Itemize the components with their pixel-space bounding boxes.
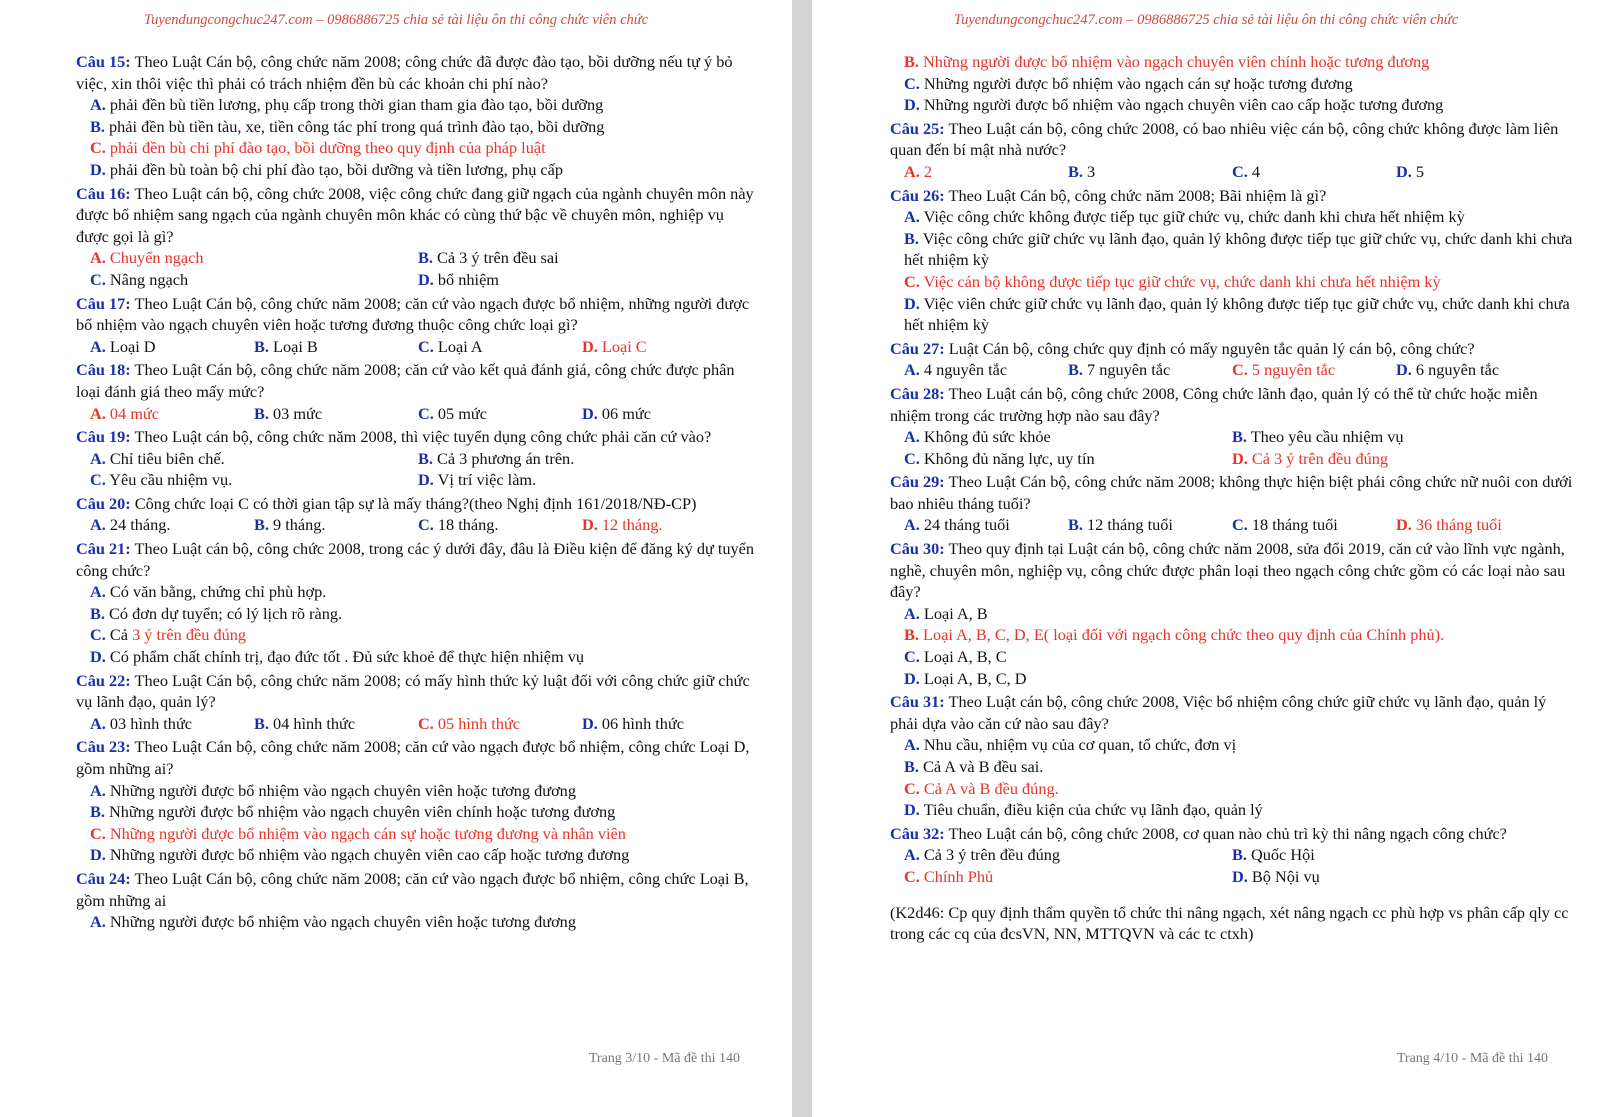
option-18b: B. 03 mức bbox=[254, 403, 323, 423]
option-30d: D. Loại A, B, C, D bbox=[904, 668, 1027, 688]
option-15a: A. phải đền bù tiền lương, phụ cấp trong thời gian tham gia đào tạo, bồi dưỡng bbox=[90, 95, 604, 115]
option-21c-correct: C. Cả 3 ý trên đều đúng bbox=[90, 625, 247, 645]
option-31b: B. Cả A và B đều sai. bbox=[904, 757, 1044, 776]
option-29c: C. 18 tháng tuổi bbox=[1232, 515, 1338, 535]
options-22 bbox=[76, 713, 756, 735]
option-32b: B. Quốc Hội bbox=[1232, 845, 1315, 865]
question-21: Câu 21: Theo Luật cán bộ, công chức 2008, trong các ý dưới đây, đâu là Điều kiện để đăng ký dự tuyển công chức? bbox=[76, 539, 755, 580]
options-17 bbox=[76, 336, 756, 358]
option-28a: A. Không đủ sức khỏe bbox=[904, 427, 1051, 447]
option-15c-correct: C. phải đền bù chi phí đào tạo, bồi dưỡng theo quy định của pháp luật bbox=[90, 138, 546, 158]
option-24d: D. Những người được bổ nhiệm vào ngạch chuyên viên cao cấp hoặc tương đương bbox=[904, 95, 1444, 115]
option-15d: D. phải đền bù toàn bộ chi phí đào tạo, bồi dưỡng và tiền lương, phụ cấp bbox=[90, 159, 564, 179]
question-17: Câu 17: Theo Luật Cán bộ, công chức năm 2008; căn cứ vào ngạch được bổ nhiệm, những người được bổ nhiệm vào ngạch chuyên viên hoặc tương đương thuộc công chức loại gì? bbox=[76, 293, 750, 335]
option-31a: A. Nhu cầu, nhiệm vụ của cơ quan, tổ chức, đơn vị bbox=[904, 735, 1237, 755]
option-28d-correct: D. Cả 3 ý trên đều đúng bbox=[1232, 448, 1389, 468]
option-17d-correct: D. Loại C bbox=[582, 336, 647, 356]
option-18a-correct: A. 04 mức bbox=[90, 403, 159, 423]
options-25 bbox=[890, 161, 1576, 183]
options-20 bbox=[76, 514, 756, 536]
option-27c-correct: C. 5 nguyên tắc bbox=[1232, 360, 1336, 380]
option-29a: A. 24 tháng tuổi bbox=[904, 515, 1010, 535]
option-22c-correct: C. 05 hình thức bbox=[418, 713, 520, 733]
question-18: Câu 18: Theo Luật Cán bộ, công chức năm 2008; căn cứ vào kết quả đánh giá, công chức được phân loại đánh giá theo mấy mức? bbox=[76, 360, 735, 401]
option-16d: D. bổ nhiệm bbox=[418, 269, 499, 289]
option-17b: B. Loại B bbox=[254, 336, 318, 356]
options-29 bbox=[890, 514, 1576, 536]
option-26c-correct: C. Việc cán bộ không được tiếp tục giữ chức vụ, chức danh khi chưa hết nhiệm kỳ bbox=[904, 271, 1441, 291]
question-28: Câu 28: Theo Luật cán bộ, công chức 2008, Công chức lãnh đạo, quản lý có thể từ chức hoặc miễn nhiệm trong các trường hợp nào sau đây? bbox=[890, 383, 1538, 425]
options-28 bbox=[890, 426, 1576, 469]
page-4-content bbox=[890, 51, 1576, 945]
option-30a: A. Loại A, B bbox=[904, 603, 988, 623]
question-29: Câu 29: Theo Luật Cán bộ, công chức năm 2008; không thực hiện biệt phái công chức nữ nuôi con dưới bao nhiêu tháng tuổi? bbox=[890, 472, 1573, 513]
option-22d: D. 06 hình thức bbox=[582, 713, 684, 733]
option-24a: A. Những người được bổ nhiệm vào ngạch chuyên viên hoặc tương đương bbox=[90, 912, 576, 932]
page-gap bbox=[792, 0, 812, 1117]
option-32a: A. Cả 3 ý trên đều đúng bbox=[904, 845, 1061, 865]
option-27a: A. 4 nguyên tắc bbox=[904, 360, 1008, 380]
question-25: Câu 25: Theo Luật cán bộ, công chức 2008, có bao nhiêu việc cán bộ, công chức không được làm liên quan đến bí mật nhà nước? bbox=[890, 118, 1559, 160]
option-19d: D. Vị trí việc làm. bbox=[418, 470, 537, 490]
option-19c: C. Yêu cầu nhiệm vụ. bbox=[90, 470, 233, 490]
option-20c: C. 18 tháng. bbox=[418, 515, 499, 535]
option-23d: D. Những người được bổ nhiệm vào ngạch chuyên viên cao cấp hoặc tương đương bbox=[90, 845, 630, 865]
option-25b: B. 3 bbox=[1068, 161, 1096, 181]
options-18 bbox=[76, 403, 756, 425]
question-32: Câu 32: Theo Luật cán bộ, công chức 2008, cơ quan nào chủ trì kỳ thi nâng ngạch công chức? bbox=[890, 823, 1507, 843]
option-18d: D. 06 mức bbox=[582, 403, 651, 423]
option-20a: A. 24 tháng. bbox=[90, 515, 171, 535]
option-21a: A. Có văn bằng, chứng chỉ phù hợp. bbox=[90, 582, 327, 602]
option-28c: C. Không đủ năng lực, uy tín bbox=[904, 448, 1095, 468]
note-k2d46: (K2d46: Cp quy định thẩm quyền tổ chức thi nâng ngạch, xét nâng ngạch cc phù hợp vs phân cấp qly cc trong các cq của đcsVN, NN, MTTQVN và các tc ctxh) bbox=[890, 902, 1569, 944]
question-15: Câu 15: Theo Luật Cán bộ, công chức năm 2008; công chức đã được đào tạo, bồi dưỡng nếu tự ý bỏ việc, xin thôi việc thì phải có trách nhiệm đền bù các khoản chi phí nào? bbox=[76, 52, 733, 93]
option-16a-correct: A. Chuyển ngạch bbox=[90, 248, 204, 268]
option-30c: C. Loại A, B, C bbox=[904, 647, 1007, 667]
question-23: Câu 23: Theo Luật Cán bộ, công chức năm 2008; căn cứ vào ngạch được bổ nhiệm, công chức Loại D, gồm những ai? bbox=[76, 737, 750, 778]
option-20b: B. 9 tháng. bbox=[254, 515, 326, 535]
option-19b: B. Cả 3 phương án trên. bbox=[418, 448, 575, 468]
question-24: Câu 24: Theo Luật Cán bộ, công chức năm 2008; căn cứ vào ngạch được bổ nhiệm, công chức Loại B, gồm những ai bbox=[76, 868, 749, 910]
page-3 bbox=[0, 0, 792, 1117]
options-16 bbox=[76, 247, 756, 290]
option-21b: B. Có đơn dự tuyển; có lý lịch rõ ràng. bbox=[90, 603, 343, 623]
option-16b: B. Cả 3 ý trên đều sai bbox=[418, 248, 559, 268]
option-24b-correct: B. Những người được bổ nhiệm vào ngạch chuyên viên chính hoặc tương đương bbox=[904, 52, 1430, 71]
option-25d: D. 5 bbox=[1396, 161, 1425, 181]
option-23c-correct: C. Những người được bổ nhiệm vào ngạch cán sự hoặc tương đương và nhân viên bbox=[90, 823, 626, 843]
option-26a: A. Việc công chức không được tiếp tục giữ chức vụ, chức danh khi chưa hết nhiệm kỳ bbox=[904, 207, 1465, 227]
option-25c: C. 4 bbox=[1232, 161, 1261, 181]
page-footer: Trang 3/10 - Mã đề thi 140 bbox=[588, 1051, 740, 1066]
question-22: Câu 22: Theo Luật Cán bộ, công chức năm 2008; có mấy hình thức kỷ luật đối với công chức giữ chức vụ lãnh đạo, quản lý? bbox=[76, 670, 750, 712]
option-18c: C. 05 mức bbox=[418, 403, 487, 423]
question-30: Câu 30: Theo quy định tại Luật cán bộ, công chức năm 2008, sửa đổi 2019, căn cứ vào lĩnh vực ngành, nghề, chuyên môn, nghiệp vụ, công chức được phân loại theo ngạch công chức gồm có các loại nào sau đây? bbox=[890, 539, 1566, 602]
options-32 bbox=[890, 844, 1576, 887]
option-19a: A. Chỉ tiêu biên chế. bbox=[90, 448, 225, 468]
question-16: Câu 16: Theo Luật cán bộ, công chức 2008, việc công chức đang giữ ngạch của ngành chuyên môn này được bổ nhiệm sang ngạch của ngành chuyên môn khác có cùng thứ bậc về chuyên môn, nghiệp vụ được gọi là gì? bbox=[76, 183, 754, 246]
option-26b: B. Việc công chức giữ chức vụ lãnh đạo, quản lý không được tiếp tục giữ chức vụ, chức danh khi chưa hết nhiệm kỳ bbox=[904, 228, 1573, 270]
option-17c: C. Loại A bbox=[418, 336, 483, 356]
option-23a: A. Những người được bổ nhiệm vào ngạch chuyên viên hoặc tương đương bbox=[90, 780, 576, 800]
page-header: Tuyendungcongchuc247.com – 0986886725 chia sẻ tài liệu ôn thi công chức viên chức bbox=[143, 12, 649, 28]
page-3-content bbox=[76, 51, 756, 933]
option-20d-correct: D. 12 tháng. bbox=[582, 515, 663, 535]
option-22b: B. 04 hình thức bbox=[254, 713, 356, 733]
question-27: Câu 27: Luật Cán bộ, công chức quy định có mấy nguyên tắc quản lý cán bộ, công chức? bbox=[890, 338, 1475, 358]
option-25a-correct: A. 2 bbox=[904, 161, 933, 181]
page-footer: Trang 4/10 - Mã đề thi 140 bbox=[1396, 1051, 1548, 1066]
option-32d: D. Bộ Nội vụ bbox=[1232, 866, 1320, 886]
options-27 bbox=[890, 359, 1576, 381]
option-29d-correct: D. 36 tháng tuổi bbox=[1396, 515, 1502, 535]
question-31: Câu 31: Theo Luật cán bộ, công chức 2008, Việc bổ nhiệm công chức giữ chức vụ lãnh đạo, quản lý phải dựa vào căn cứ nào sau đây? bbox=[890, 692, 1547, 733]
option-30b-correct: B. Loại A, B, C, D, E( loại đối với ngạch công chức theo quy định của Chính phủ). bbox=[904, 625, 1445, 645]
option-28b: B. Theo yêu cầu nhiệm vụ bbox=[1232, 427, 1404, 447]
option-26d: D. Việc viên chức giữ chức vụ lãnh đạo, quản lý không được tiếp tục giữ chức vụ, chức danh khi chưa hết nhiệm kỳ bbox=[904, 293, 1570, 335]
question-26: Câu 26: Theo Luật Cán bộ, công chức năm 2008; Bãi nhiệm là gì? bbox=[890, 185, 1327, 205]
option-32c-correct: C. Chính Phủ bbox=[904, 866, 994, 886]
option-21d: D. Có phẩm chất chính trị, đạo đức tốt . Đủ sức khoẻ để thực hiện nhiệm vụ bbox=[90, 647, 585, 667]
options-19 bbox=[76, 448, 756, 491]
page-4 bbox=[812, 0, 1600, 1117]
question-20: Câu 20: Công chức loại C có thời gian tập sự là mấy tháng?(theo Nghị định 161/2018/NĐ-CP) bbox=[76, 493, 697, 513]
option-31c-correct: C. Cả A và B đều đúng. bbox=[904, 778, 1059, 798]
option-17a: A. Loại D bbox=[90, 336, 156, 356]
option-23b: B. Những người được bổ nhiệm vào ngạch chuyên viên chính hoặc tương đương bbox=[90, 802, 616, 822]
option-15b: B. phải đền bù tiền tàu, xe, tiền công tác phí trong quá trình đào tạo, bồi dưỡng bbox=[90, 116, 605, 136]
page-header: Tuyendungcongchuc247.com – 0986886725 chia sẻ tài liệu ôn thi công chức viên chức bbox=[953, 12, 1459, 28]
option-29b: B. 12 tháng tuổi bbox=[1068, 515, 1173, 535]
option-22a: A. 03 hình thức bbox=[90, 713, 192, 733]
option-27d: D. 6 nguyên tắc bbox=[1396, 360, 1500, 380]
option-24c: C. Những người được bổ nhiệm vào ngạch cán sự hoặc tương đương bbox=[904, 73, 1353, 93]
question-19: Câu 19: Theo Luật cán bộ, công chức năm 2008, thì việc tuyển dụng công chức phải căn cứ vào? bbox=[76, 427, 712, 447]
option-31d: D. Tiêu chuẩn, điều kiện của chức vụ lãnh đạo, quản lý bbox=[904, 800, 1263, 820]
option-27b: B. 7 nguyên tắc bbox=[1068, 360, 1171, 380]
option-16c: C. Nâng ngạch bbox=[90, 269, 189, 289]
